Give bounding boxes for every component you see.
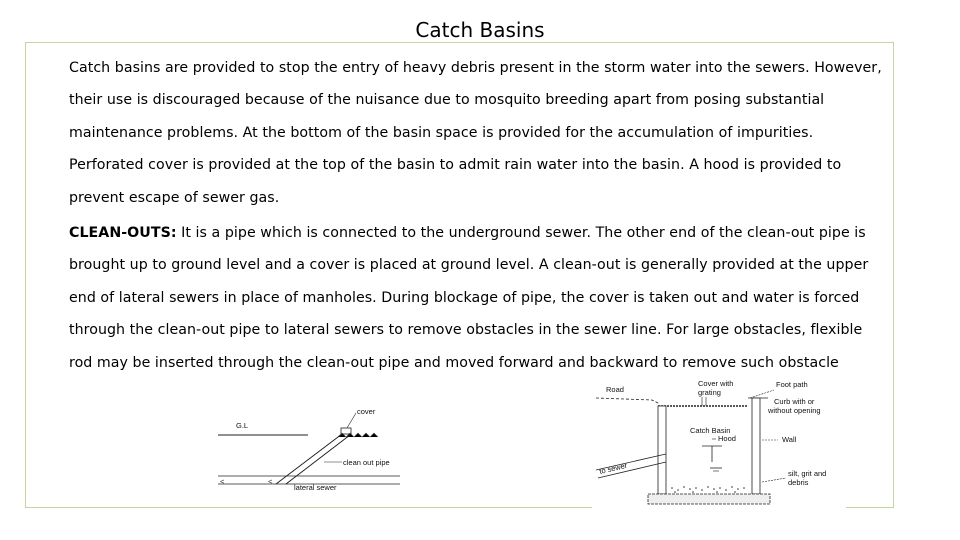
curb-label-2: without opening (768, 406, 821, 415)
catch-basins-paragraph: Catch basins are provided to stop the entry of heavy debris present in the storm water into the sewers. However, their use is discouraged because of the nuisance due to mosquito breeding apart from posing substantial maintenance problems. At the bottom of the basin space is provided for the accumulation of impurities. Perforated cover is provided at the top of the basin to admit rain water into the basin. A hood is provided to prevent escape of sewer gas. (69, 60, 882, 206)
flow-arrow-icon: < (268, 477, 273, 486)
basin-wall-left (658, 406, 666, 494)
cover-leader (347, 413, 356, 428)
catch-basin-diagram (592, 378, 846, 510)
clean-outs-paragraph (69, 217, 889, 379)
sewer-label: to sewer (598, 460, 629, 476)
cover-label-2: grating (698, 388, 721, 397)
catch-basin-label: Catch Basin (690, 426, 731, 435)
clean-outs-term: CLEAN-OUTS: (69, 225, 177, 241)
clean-out-pipe-label: clean out pipe (343, 458, 390, 467)
curb-label-1: Curb with or (774, 397, 815, 406)
hood-label: Hood (718, 434, 736, 443)
flow-arrow-icon: < (220, 477, 225, 486)
clean-out-diagram (214, 404, 400, 492)
lateral-sewer-label: lateral sewer (294, 483, 337, 492)
clean-out-pipe-edge (276, 434, 342, 484)
road-label: Road (606, 385, 624, 394)
road-surface (596, 398, 660, 404)
silt-label-1: silt, grit and (788, 469, 827, 478)
cover-label: cover (357, 407, 376, 416)
page-title: Catch Basins (415, 18, 545, 42)
wall-label: Wall (782, 435, 797, 444)
silt-label-2: debris (788, 478, 809, 487)
base-slab (648, 494, 770, 504)
basin-wall-right (752, 398, 760, 494)
cover-label-1: Cover with (698, 379, 734, 388)
hood-shape (702, 446, 722, 462)
clean-out-pipe-edge (286, 435, 350, 484)
clean-outs-text: It is a pipe which is connected to the underground sewer. The other end of the clean-out pipe is brought up to ground level and a cover is placed at ground level. A clean-out is generally provided at the upper end of lateral sewers in place of manholes. During blockage of pipe, the cover is taken out and water is forced through the clean-out pipe to lateral sewers to remove obstacles in the sewer line. For large obstacles, flexible rod may be inserted through the clean-out pipe and moved forward and backward to remove such obstacle (69, 225, 869, 371)
footpath-label: Foot path (776, 380, 808, 389)
gl-label: G.L (236, 421, 249, 430)
silt-deposit (671, 486, 745, 493)
